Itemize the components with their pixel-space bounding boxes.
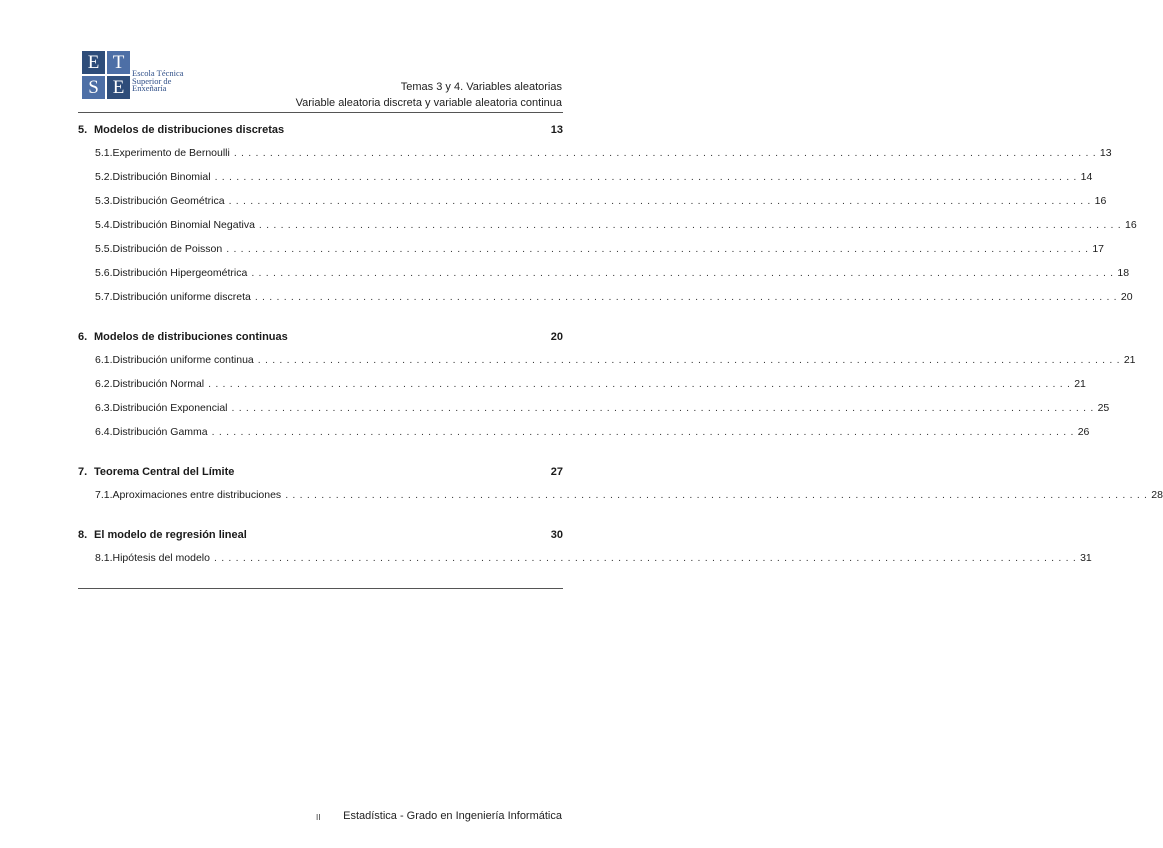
logo-letter-e2: E xyxy=(107,76,130,99)
toc-entry-title: Distribución Gamma xyxy=(112,426,208,438)
toc-entry-title: Distribución Binomial xyxy=(112,171,211,183)
toc-entry-number: 5.7. xyxy=(95,291,113,303)
toc-section-page: 13 xyxy=(550,124,563,136)
toc-entry-page: 16 xyxy=(1125,219,1137,231)
toc-section-heading[interactable] xyxy=(78,524,563,546)
toc-entry-number: 6.3. xyxy=(95,402,113,414)
footer-page-number: II xyxy=(316,813,321,822)
toc-entry[interactable] xyxy=(78,372,1086,396)
toc-entry-number: 5.1. xyxy=(95,147,113,159)
toc-entry[interactable] xyxy=(78,189,1107,213)
toc-dot-leader: ........................................................................................................................ xyxy=(208,378,1075,390)
toc-entry-page: 21 xyxy=(1074,378,1086,390)
toc-entry[interactable] xyxy=(78,396,1110,420)
toc-entry-page: 21 xyxy=(1123,354,1136,366)
logo-line-2: Superior de xyxy=(132,75,172,86)
toc-section-page: 20 xyxy=(550,331,563,343)
toc-section-number: 7. xyxy=(78,466,88,478)
toc-dot-leader: ........................................................................................................................ xyxy=(228,195,1095,207)
toc-entry-page: 20 xyxy=(1120,291,1133,303)
toc-entry-number: 5.6. xyxy=(95,267,113,279)
logo-letter-e1: E xyxy=(82,51,105,74)
logo-text xyxy=(132,70,194,93)
toc-section xyxy=(78,326,1136,444)
toc-entry-title: Hipótesis del modelo xyxy=(112,552,210,564)
toc-entry-page: 28 xyxy=(1151,489,1163,501)
toc-dot-leader: ........................................................................................................................ xyxy=(211,426,1078,438)
toc-entry-page: 31 xyxy=(1080,552,1092,564)
logo-grid xyxy=(82,51,130,99)
toc-entry[interactable] xyxy=(78,237,1105,261)
logo-letter-s: S xyxy=(82,76,105,99)
toc-entry[interactable] xyxy=(78,213,1137,237)
toc-entry[interactable] xyxy=(78,285,1133,309)
toc-dot-leader: ........................................................................................................................ xyxy=(254,291,1121,303)
toc-entry-page: 14 xyxy=(1080,171,1093,183)
toc-entry[interactable] xyxy=(78,420,1090,444)
toc-entry-title: Experimento de Bernoulli xyxy=(112,147,230,159)
toc-entry-number: 5.2. xyxy=(95,171,113,183)
toc-dot-leader: ........................................................................................................................ xyxy=(258,219,1125,231)
toc-entry[interactable] xyxy=(78,261,1130,285)
toc-entry-title: Distribución Binomial Negativa xyxy=(112,219,255,231)
toc-entry-page: 25 xyxy=(1097,402,1110,414)
toc-section-title: El modelo de regresión lineal xyxy=(94,529,247,541)
toc-entry[interactable] xyxy=(78,483,1163,507)
toc-dot-leader: ........................................................................................................................ xyxy=(214,171,1081,183)
toc-entry-title: Distribución Geométrica xyxy=(112,195,225,207)
logo-line-3: Enxeñaría xyxy=(132,83,167,93)
toc-entry-title: Distribución Hipergeométrica xyxy=(112,267,248,279)
toc-section-heading[interactable] xyxy=(78,461,563,483)
toc-section xyxy=(78,461,1163,507)
toc-entry[interactable] xyxy=(78,165,1093,189)
toc-entry-page: 16 xyxy=(1094,195,1107,207)
logo-line-1: Escola Técnica xyxy=(132,68,184,78)
toc-entry-number: 6.4. xyxy=(95,426,113,438)
toc-dot-leader: ........................................................................................................................ xyxy=(233,147,1100,159)
toc-entry-title: Distribución Exponencial xyxy=(112,402,228,414)
footer-text: Estadística - Grado en Ingeniería Informática xyxy=(343,810,562,822)
toc-entry-page: 26 xyxy=(1077,426,1090,438)
toc-entry-page: 17 xyxy=(1092,243,1105,255)
toc-entry-title: Distribución uniforme discreta xyxy=(112,291,251,303)
toc-entry-number: 8.1. xyxy=(95,552,113,564)
etse-logo xyxy=(82,51,192,99)
toc-entry-number: 7.1. xyxy=(95,489,113,501)
toc-dot-leader: ........................................................................................................................ xyxy=(257,354,1124,366)
table-of-contents xyxy=(78,119,1163,587)
toc-section-number: 5. xyxy=(78,124,88,136)
toc-section-title: Modelos de distribuciones discretas xyxy=(94,124,285,136)
toc-section-title: Teorema Central del Límite xyxy=(94,466,235,478)
logo-letter-t: T xyxy=(107,51,130,74)
header-subtitle: Variable aleatoria discreta y variable aleatoria continua xyxy=(295,97,562,109)
toc-dot-leader: ........................................................................................................................ xyxy=(285,489,1152,501)
toc-section-page: 27 xyxy=(550,466,563,478)
toc-entry-number: 5.5. xyxy=(95,243,113,255)
toc-entry[interactable] xyxy=(78,141,1112,165)
toc-dot-leader: ........................................................................................................................ xyxy=(231,402,1098,414)
toc-entry[interactable] xyxy=(78,546,1092,570)
toc-entry-title: Distribución de Poisson xyxy=(112,243,223,255)
header-rule xyxy=(78,112,563,113)
toc-entry-title: Distribución Normal xyxy=(112,378,205,390)
content-end-rule xyxy=(78,588,563,589)
toc-entry-title: Distribución uniforme continua xyxy=(112,354,254,366)
toc-dot-leader: ........................................................................................................................ xyxy=(213,552,1081,564)
toc-dot-leader: ........................................................................................................................ xyxy=(226,243,1093,255)
toc-dot-leader: ........................................................................................................................ xyxy=(251,267,1118,279)
toc-entry-number: 6.2. xyxy=(95,378,113,390)
toc-section xyxy=(78,119,1137,309)
toc-section-number: 6. xyxy=(78,331,88,343)
header-title: Temas 3 y 4. Variables aleatorias xyxy=(400,81,562,93)
toc-section-page: 30 xyxy=(550,529,563,541)
toc-section-heading[interactable] xyxy=(78,326,563,348)
toc-entry-page: 18 xyxy=(1117,267,1130,279)
toc-section-heading[interactable] xyxy=(78,119,563,141)
toc-entry-title: Aproximaciones entre distribuciones xyxy=(112,489,282,501)
toc-entry-page: 13 xyxy=(1099,147,1112,159)
toc-entry-number: 5.3. xyxy=(95,195,113,207)
toc-entry[interactable] xyxy=(78,348,1136,372)
toc-section-number: 8. xyxy=(78,529,88,541)
toc-section-title: Modelos de distribuciones continuas xyxy=(94,331,288,343)
toc-section xyxy=(78,524,1092,570)
toc-entry-number: 5.4. xyxy=(95,219,113,231)
toc-entry-number: 6.1. xyxy=(95,354,113,366)
